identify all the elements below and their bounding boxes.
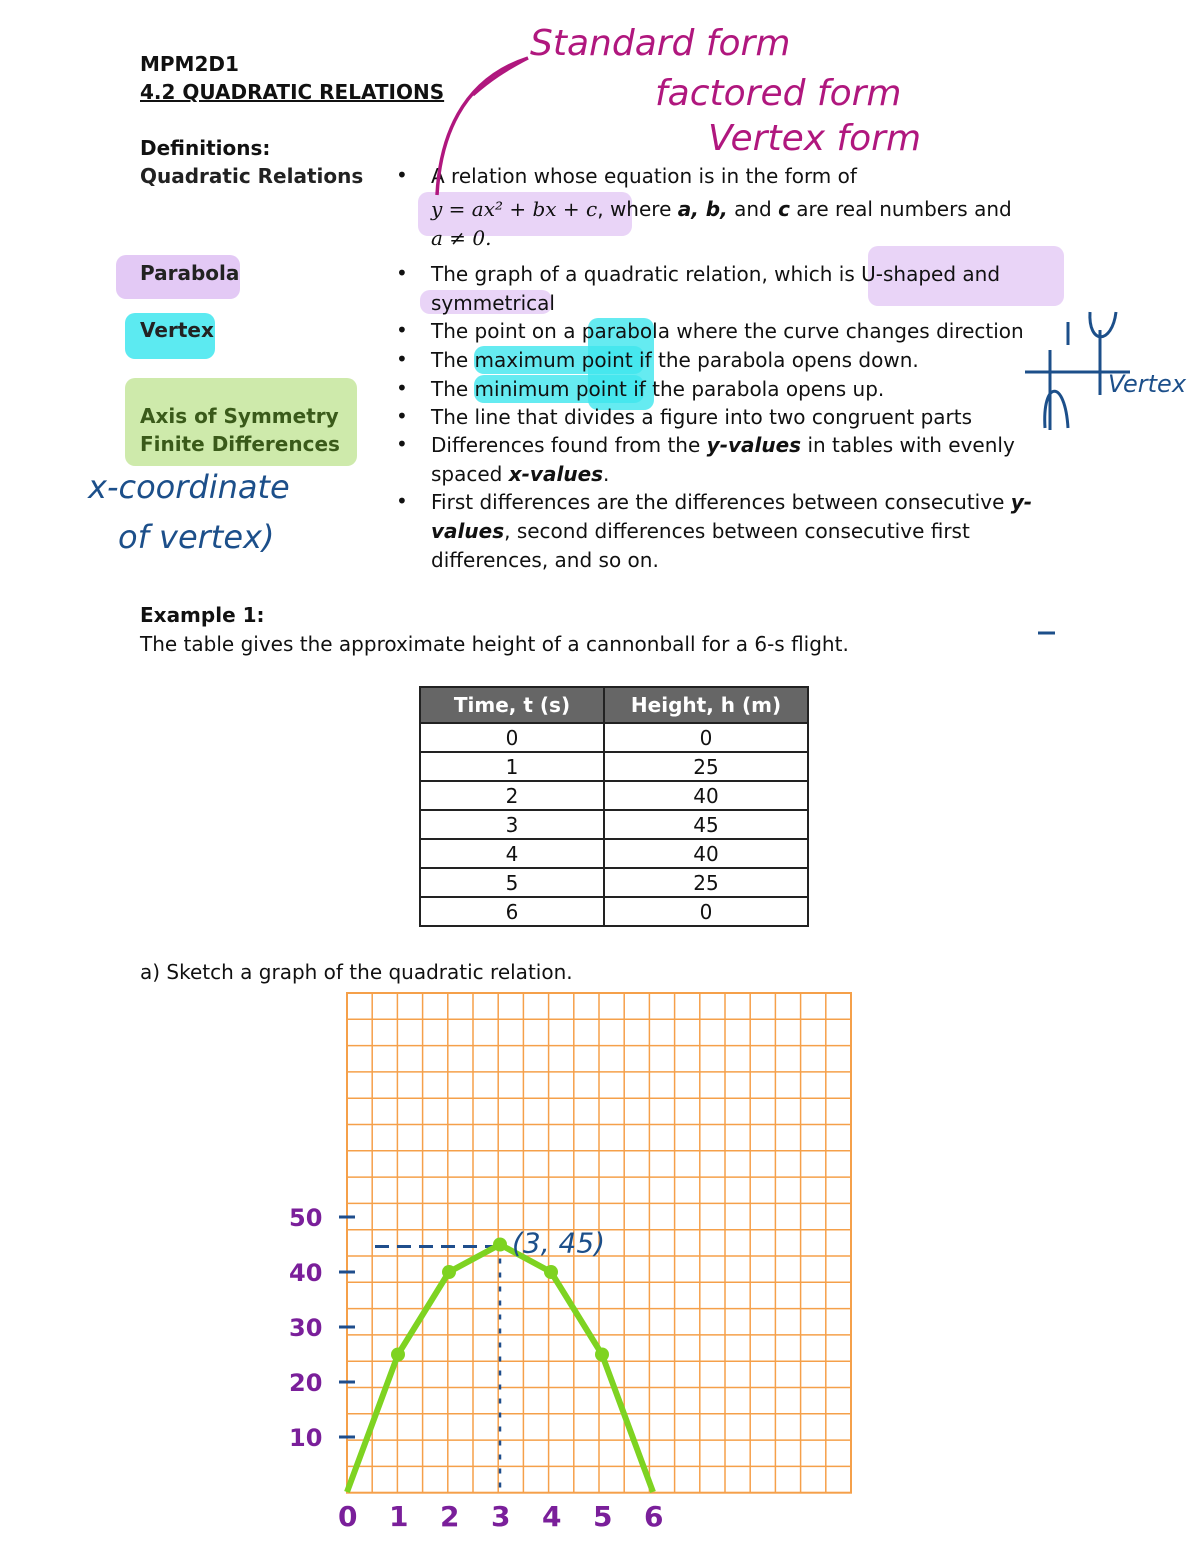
x-tick-label: 5: [593, 1500, 613, 1533]
table-cell: 25: [604, 752, 808, 781]
table-cell: 0: [604, 897, 808, 926]
definition-text: , second differences between consecutive first differences, and so on.: [431, 519, 970, 572]
table-cell: 0: [604, 723, 808, 752]
bullet: •: [396, 489, 408, 513]
a-not-zero: a ≠ 0.: [431, 226, 492, 250]
variable-ab: a, b,: [677, 197, 728, 221]
table-cell: 25: [604, 868, 808, 897]
x-tick-label: 1: [389, 1500, 409, 1533]
bullet: •: [396, 163, 408, 187]
bullet: •: [396, 318, 408, 342]
definition-text: , where: [597, 197, 672, 221]
emph-y-values: y-values: [706, 433, 802, 457]
y-tick-label: 20: [289, 1369, 323, 1397]
x-axis-ticks: [338, 1500, 663, 1533]
handwritten-standard-form: Standard form: [530, 23, 791, 64]
y-tick-label: 30: [289, 1314, 323, 1342]
emph-x-values: x-values: [508, 462, 604, 486]
handwritten-vertex-form: Vertex form: [708, 118, 922, 159]
bullet: •: [396, 432, 408, 456]
bullet: •: [396, 404, 408, 428]
bullet: •: [396, 347, 408, 371]
definition-vertex-1: The point on a parabola where the curve changes direction: [431, 319, 1024, 343]
emph-y-values: y-values: [431, 490, 1033, 543]
handwritten-of-vertex: of vertex): [118, 518, 275, 556]
definition-text: Differences found from the: [431, 433, 707, 457]
table-cell: 0: [420, 723, 604, 752]
table-cell: 3: [420, 810, 604, 839]
y-tick-label: 50: [289, 1204, 323, 1232]
definition-text: First differences are the differences between consecutive: [431, 490, 1011, 514]
x-tick-label: 4: [542, 1500, 562, 1533]
definition-vertex-3: The minimum point if the parabola opens up.: [431, 377, 885, 401]
data-point: [493, 1238, 507, 1252]
page-title: 4.2 QUADRATIC RELATIONS: [140, 80, 445, 104]
term-quadratic: Quadratic Relations: [140, 164, 364, 188]
definition-axis: The line that divides a figure into two congruent parts: [431, 405, 973, 429]
handwritten-vertex: Vertex: [1108, 370, 1187, 398]
table-cell: 5: [420, 868, 604, 897]
table-cell: 40: [604, 781, 808, 810]
data-point: [544, 1265, 558, 1279]
definition-text: are real numbers and: [789, 197, 1012, 221]
table-cell: 2: [420, 781, 604, 810]
x-tick-label: 2: [440, 1500, 460, 1533]
table-header: Time, t (s): [420, 687, 604, 723]
term-parabola: Parabola: [140, 261, 240, 285]
table-cell: 6: [420, 897, 604, 926]
definition-vertex-2: The maximum point if the parabola opens down.: [431, 348, 919, 372]
handwritten-factored-form: factored form: [655, 73, 902, 114]
x-tick-label: 0: [338, 1500, 358, 1533]
table-cell: 40: [604, 839, 808, 868]
x-tick-label: 3: [491, 1500, 511, 1533]
data-point: [442, 1265, 456, 1279]
table-cell: 4: [420, 839, 604, 868]
table-cell: 45: [604, 810, 808, 839]
y-tick-label: 40: [289, 1259, 323, 1287]
definition-text: .: [603, 462, 610, 486]
term-axis-of-symmetry: Axis of Symmetry: [140, 404, 339, 428]
term-finite-differences: Finite Differences: [140, 432, 340, 456]
table-header: Height, h (m): [604, 687, 808, 723]
data-point: [391, 1348, 405, 1362]
handwritten-x-coordinate: x-coordinate: [88, 468, 290, 506]
bullet: •: [396, 261, 408, 285]
example-text: The table gives the approximate height of a cannonball for a 6-s flight.: [140, 632, 849, 656]
definition-text: in tables with evenly spaced: [431, 433, 1015, 486]
table-cell: 1: [420, 752, 604, 781]
term-vertex: Vertex: [140, 318, 214, 342]
definition-text: A relation whose equation is in the form of: [431, 164, 857, 188]
vertex-point-label: (3, 45): [512, 1226, 606, 1260]
bullet: •: [396, 376, 408, 400]
definition-text: and: [727, 197, 779, 221]
part-a-prompt: a) Sketch a graph of the quadratic relation.: [140, 960, 573, 984]
quadratic-equation: y = ax² + bx + c: [431, 197, 598, 221]
example-heading: Example 1:: [140, 603, 265, 627]
data-point: [595, 1348, 609, 1362]
y-axis-ticks: [289, 1204, 355, 1452]
y-tick-label: 10: [289, 1424, 323, 1452]
variable-c: c: [778, 197, 790, 221]
definitions-heading: Definitions:: [140, 136, 271, 160]
definition-parabola: The graph of a quadratic relation, which is U-shaped and symmetrical: [431, 262, 1001, 315]
course-code: MPM2D1: [140, 52, 239, 76]
x-tick-label: 6: [644, 1500, 664, 1533]
